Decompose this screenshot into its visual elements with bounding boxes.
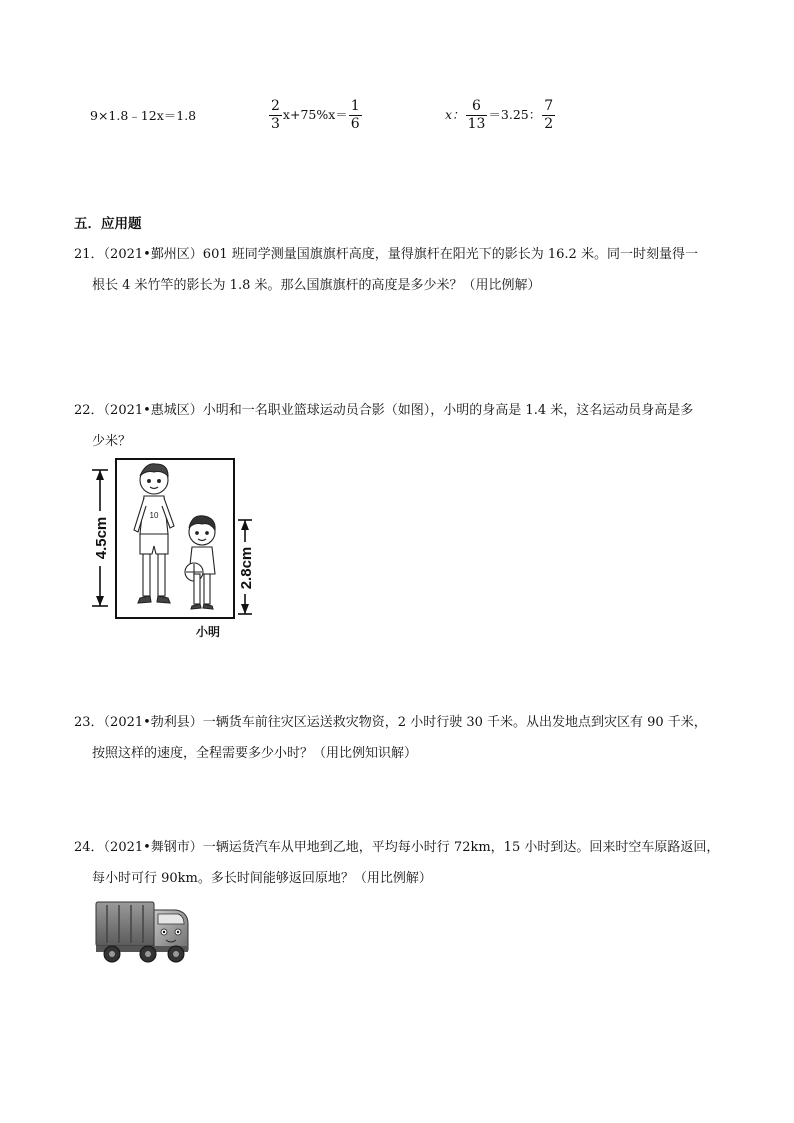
fraction-one-sixth: $\frac{1}{6}$ [350, 98, 360, 132]
fraction-seven-halves: $\frac{7}{2}$ [544, 98, 554, 132]
equation-3: x： $\frac{6}{13}$ ＝3.25： $\frac{7}{2}$ [445, 98, 554, 132]
equation-2: $\frac{2}{3}$ x+75%x＝ $\frac{1}{6}$ [271, 98, 360, 132]
question-21-line-2: 根长 4 米竹竿的影长为 1.8 米。那么国旗旗杆的高度是多少米？（用比例解） [92, 278, 541, 293]
question-21-line-1: 21．（2021•鄞州区）601 班同学测量国旗旗杆高度，量得旗杆在阳光下的影长为 16.2 米。同一时刻量得一 [74, 247, 698, 262]
question-23-line-1: 23．（2021•勃利县）一辆货车前往灾区运送救灾物资，2 小时行驶 30 千米。从出发地点到灾区有 90 千米， [74, 715, 707, 730]
truck-image [92, 896, 192, 964]
right-dimension-label: 2.8cm [238, 546, 255, 590]
photo-illustration [88, 456, 268, 644]
question-24-line-2: 每小时可行 90km。多长时间能够返回原地？（用比例解） [92, 871, 432, 886]
player-jersey-number: 10 [149, 511, 159, 520]
section-title: 五．应用题 [74, 216, 142, 232]
question-23-line-2: 按照这样的速度，全程需要多少小时？（用比例知识解） [92, 746, 418, 761]
left-dimension-label: 4.5cm [93, 516, 110, 560]
question-22-line-1: 22．（2021•惠城区）小明和一名职业篮球运动员合影（如图），小明的身高是 1.4 米，这名运动员身高是多 [74, 403, 694, 418]
photo-figure [88, 456, 268, 644]
fraction-six-thirteenths: $\frac{6}{13}$ [467, 98, 486, 132]
figure-caption: 小明 [195, 625, 221, 639]
question-24-line-1: 24．（2021•舞钢市）一辆运货汽车从甲地到乙地，平均每小时行 72km，15 小时到达。回来时空车原路返回， [74, 840, 720, 855]
fraction-two-thirds: $\frac{2}{3}$ [271, 98, 280, 132]
truck-icon [92, 896, 192, 964]
question-22-line-2: 少米？ [92, 434, 132, 449]
equation-1: 9×1.8﹣12x＝1.8 [90, 108, 197, 123]
